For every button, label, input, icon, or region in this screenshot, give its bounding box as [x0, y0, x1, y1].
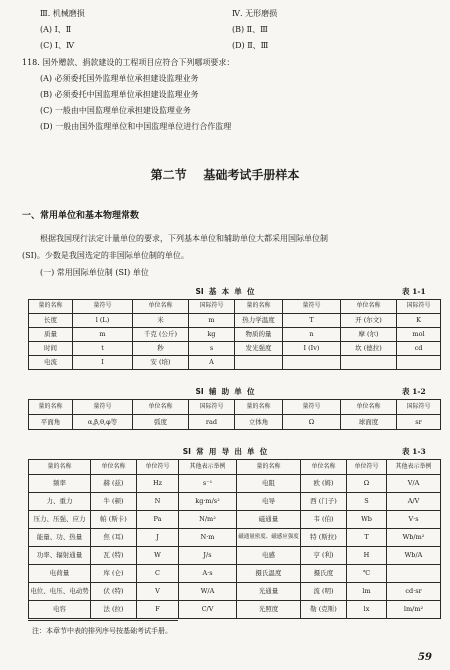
table-1-3-label: 表 1-3: [402, 447, 426, 456]
header-cell: 国际符号: [189, 300, 235, 314]
table-row: [29, 415, 441, 430]
table-cell: T: [347, 529, 387, 547]
table-cell: N/m²: [179, 511, 237, 529]
table-cell: [397, 356, 441, 370]
table-cell: m: [73, 328, 133, 342]
table-cell: [341, 356, 397, 370]
table-cell: Hz: [137, 475, 179, 493]
header-cell: 单位名称: [133, 300, 189, 314]
table-cell: 平面角: [29, 415, 73, 430]
table-cell: 电流: [29, 356, 73, 370]
table-row: [29, 314, 441, 328]
table-cell: 频率: [29, 475, 91, 493]
table-cell: I (Iv): [283, 342, 341, 356]
table-cell: [387, 565, 441, 583]
table-cell: 热力学温度: [235, 314, 283, 328]
table-row: [29, 529, 441, 547]
table-cell: Wb/m²: [387, 529, 441, 547]
question-118-option-b: (B) 必须委托中国监理单位承担建设监理业务: [40, 90, 199, 99]
header-cell: 国际符号: [189, 400, 235, 415]
header-cell: 量的名称: [235, 300, 283, 314]
table-cell: N: [137, 493, 179, 511]
table-cell: 库 (仑): [91, 565, 137, 583]
header-cell: 单位名称: [301, 460, 347, 475]
section-title: 第二节 基础考试手册样本: [150, 168, 300, 182]
table-cell: N·m: [179, 529, 237, 547]
table-1-2-caption: SI 辅 助 单 位: [195, 387, 255, 396]
header-cell: 量的名称: [237, 460, 301, 475]
header-cell: 单位名称: [91, 460, 137, 475]
table-cell: Ω: [347, 475, 387, 493]
table-cell: 秒: [133, 342, 189, 356]
header-cell: 量的名称: [29, 300, 73, 314]
table-cell: cd: [397, 342, 441, 356]
table-cell: Wb/A: [387, 547, 441, 565]
header-cell: 量的名称: [29, 460, 91, 475]
table-cell: I: [73, 356, 133, 370]
table-cell: 安 (培): [133, 356, 189, 370]
header-cell: 单位符号: [137, 460, 179, 475]
table-cell: Ω: [283, 415, 341, 430]
table-cell: 米: [133, 314, 189, 328]
table-cell: ℃: [347, 565, 387, 583]
table-cell: [283, 356, 341, 370]
table-cell: 电导: [237, 493, 301, 511]
table-cell: W/A: [179, 583, 237, 601]
table-cell: 发光强度: [235, 342, 283, 356]
table-cell: kg·m/s²: [179, 493, 237, 511]
table-cell: 磁通量: [237, 511, 301, 529]
table-cell: 立体角: [235, 415, 283, 430]
header-cell: 量符号: [73, 300, 133, 314]
header-cell: 量的名称: [235, 400, 283, 415]
table-header-row: [29, 460, 441, 475]
option-c: (C) Ⅰ、Ⅳ: [40, 41, 75, 50]
table-cell: A·s: [179, 565, 237, 583]
table-cell: S: [347, 493, 387, 511]
header-cell: 其他表示举例: [387, 460, 441, 475]
table-cell: A: [189, 356, 235, 370]
table-cell: 电位、电压、电动势: [29, 583, 91, 601]
table-row: [29, 565, 441, 583]
table-cell: 韦 (伯): [301, 511, 347, 529]
page-number: 59: [418, 652, 432, 663]
table-cell: C/V: [179, 601, 237, 619]
option-iv: Ⅳ. 无形磨损: [232, 9, 278, 18]
table-cell: l (L): [73, 314, 133, 328]
intro-line-1: 根据我国现行法定计量单位的要求，下列基本单位和辅助单位大都采用国际单位制: [40, 234, 328, 243]
table-cell: rad: [189, 415, 235, 430]
option-a: (A) Ⅰ、Ⅱ: [40, 25, 72, 34]
table-1-3-caption: SI 常 用 导 出 单 位: [182, 447, 268, 456]
table-cell: 勒 (克斯): [301, 601, 347, 619]
header-cell: 量符号: [283, 400, 341, 415]
table-cell: 摄氏度: [301, 565, 347, 583]
table-cell: A/V: [387, 493, 441, 511]
table-cell: 流 (明): [301, 583, 347, 601]
table-1-2-label: 表 1-2: [402, 387, 426, 396]
table-cell: 特 (斯拉): [301, 529, 347, 547]
question-118-option-c: (C) 一般由中国监理单位承担建设监理业务: [40, 106, 191, 115]
table-row: [29, 356, 441, 370]
table-cell: 法 (拉): [91, 601, 137, 619]
si-derived-units-table: [28, 459, 441, 619]
table-cell: 帕 (斯卡): [91, 511, 137, 529]
table-cell: 磁通量密度、磁感应强度: [237, 529, 301, 547]
header-cell: 其他表示举例: [179, 460, 237, 475]
table-cell: kg: [189, 328, 235, 342]
footnote: 注：本章节中表的排列序号按基础考试手册。: [32, 627, 172, 635]
table-cell: Wb: [347, 511, 387, 529]
table-cell: 瓦 (特): [91, 547, 137, 565]
table-cell: 球面度: [341, 415, 397, 430]
table-1-1-label: 表 1-1: [402, 287, 426, 296]
table-cell: s: [189, 342, 235, 356]
table-cell: J/s: [179, 547, 237, 565]
header-cell: 国际符号: [397, 400, 441, 415]
table-cell: sr: [397, 415, 441, 430]
table-cell: 质量: [29, 328, 73, 342]
table-cell: 焦 (耳): [91, 529, 137, 547]
header-cell: 单位符号: [347, 460, 387, 475]
header-cell: 单位名称: [133, 400, 189, 415]
table-cell: 摩 (尔): [341, 328, 397, 342]
table-cell: 电容: [29, 601, 91, 619]
header-cell: 量的名称: [29, 400, 73, 415]
table-cell: K: [397, 314, 441, 328]
table-cell: s⁻¹: [179, 475, 237, 493]
table-row: [29, 328, 441, 342]
option-b: (B) Ⅱ、Ⅲ: [232, 25, 268, 34]
table-cell: 压力、压强、应力: [29, 511, 91, 529]
table-cell: 亨 (利): [301, 547, 347, 565]
table-row: [29, 547, 441, 565]
table-header-row: [29, 400, 441, 415]
subsection-heading: 一、常用单位和基本物理常数: [22, 211, 140, 221]
header-cell: 量符号: [73, 400, 133, 415]
table-cell: V: [137, 583, 179, 601]
table-cell: 摄氏温度: [237, 565, 301, 583]
table-cell: J: [137, 529, 179, 547]
header-cell: 单位名称: [341, 300, 397, 314]
table-cell: 时间: [29, 342, 73, 356]
question-118-option-d: (D) 一般由国外监理单位和中国监理单位进行合作监理: [40, 122, 232, 131]
table-cell: 功率、辐射通量: [29, 547, 91, 565]
question-118-option-a: (A) 必须委托国外监理单位承担建设监理业务: [40, 74, 199, 83]
table-cell: 西 (门子): [301, 493, 347, 511]
table-cell: 欧 (姆): [301, 475, 347, 493]
option-d: (D) Ⅱ、Ⅲ: [232, 41, 269, 50]
table-cell: α,β,θ,φ等: [73, 415, 133, 430]
table-cell: 能量、功、热量: [29, 529, 91, 547]
table-cell: lx: [347, 601, 387, 619]
intro-line-2: (SI)。少数是我国选定的非国际单位制的单位。: [22, 251, 189, 260]
table-cell: V/A: [387, 475, 441, 493]
table-header-row: [29, 300, 441, 314]
header-cell: 单位名称: [341, 400, 397, 415]
sub-item-heading: (一) 常用国际单位制 (SI) 单位: [40, 268, 149, 277]
header-cell: 国际符号: [397, 300, 441, 314]
table-cell: 开 (尔文): [341, 314, 397, 328]
footnote-rule: [28, 620, 178, 621]
table-cell: lm/m²: [387, 601, 441, 619]
table-cell: lm: [347, 583, 387, 601]
table-cell: 长度: [29, 314, 73, 328]
table-cell: 伏 (特): [91, 583, 137, 601]
table-cell: 物质的量: [235, 328, 283, 342]
table-cell: 赫 (兹): [91, 475, 137, 493]
table-row: [29, 493, 441, 511]
si-supplementary-units-table: [28, 399, 441, 430]
table-cell: V·s: [387, 511, 441, 529]
table-1-1-caption: SI 基 本 单 位: [195, 287, 255, 296]
table-cell: [235, 356, 283, 370]
table-row: [29, 601, 441, 619]
table-cell: 坎 (德拉): [341, 342, 397, 356]
table-cell: 弧度: [133, 415, 189, 430]
table-row: [29, 583, 441, 601]
table-row: [29, 475, 441, 493]
table-cell: mol: [397, 328, 441, 342]
table-cell: 千克 (公斤): [133, 328, 189, 342]
si-base-units-table: [28, 299, 441, 370]
table-cell: t: [73, 342, 133, 356]
table-cell: C: [137, 565, 179, 583]
table-cell: F: [137, 601, 179, 619]
table-cell: H: [347, 547, 387, 565]
table-cell: 电荷量: [29, 565, 91, 583]
table-row: [29, 342, 441, 356]
table-cell: m: [189, 314, 235, 328]
table-cell: W: [137, 547, 179, 565]
table-cell: cd·sr: [387, 583, 441, 601]
table-cell: 力、重力: [29, 493, 91, 511]
header-cell: 量符号: [283, 300, 341, 314]
table-cell: 电阻: [237, 475, 301, 493]
table-cell: 光通量: [237, 583, 301, 601]
question-118-stem: 118. 国外赠款、捐款建设的工程项目应符合下列哪项要求：: [22, 58, 235, 67]
table-cell: T: [283, 314, 341, 328]
table-cell: 电感: [237, 547, 301, 565]
table-row: [29, 511, 441, 529]
option-iii: Ⅲ. 机械磨损: [40, 9, 85, 18]
table-cell: n: [283, 328, 341, 342]
table-cell: 光照度: [237, 601, 301, 619]
table-cell: 牛 (顿): [91, 493, 137, 511]
table-cell: Pa: [137, 511, 179, 529]
